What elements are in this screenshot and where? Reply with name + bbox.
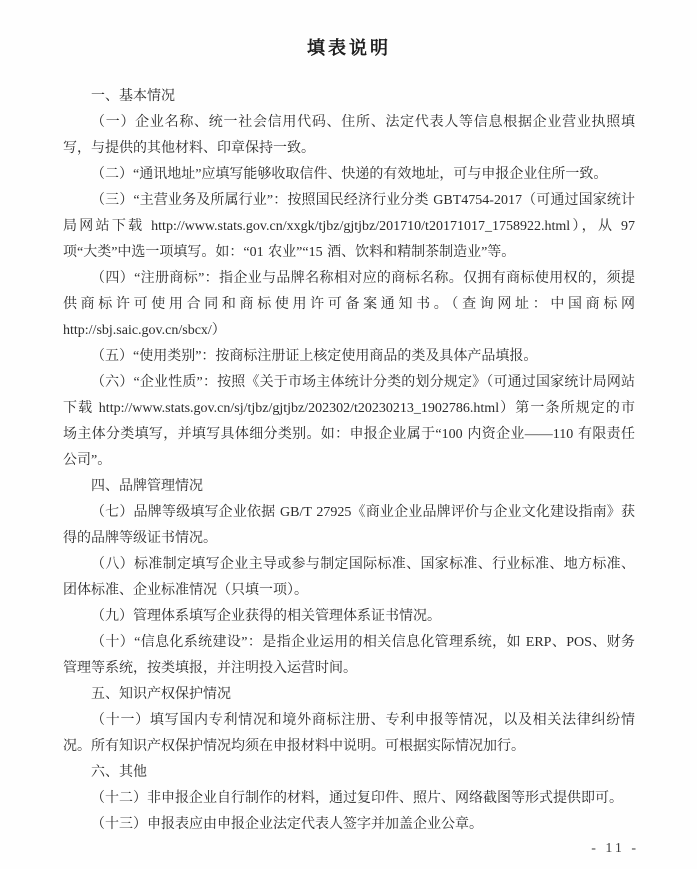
paragraph-item-6: （六）“企业性质”：按照《关于市场主体统计分类的划分规定》（可通过国家统计局网站下载 http://www.stats.gov.cn/sj/tjbz/gjtjbz/202302/t20230213_1902786.html）第一条所规定的市场主体分类填写，并填写具体细分类别。如：申报企业属于“100 内资企业——110 有限责任公司”。: [63, 375, 635, 468]
paragraph-item-5: （五）“使用类别”：按商标注册证上核定使用商品的类及具体产品填报。: [91, 349, 538, 364]
paragraph-item-1: （一）企业名称、统一社会信用代码、住所、法定代表人等信息根据企业营业执照填写，与提供的其他材料、印章保持一致。: [63, 115, 635, 156]
page-number: - 11 -: [591, 841, 639, 856]
paragraph-item-13: （十三）申报表应由申报企业法定代表人签字并加盖企业公章。: [91, 817, 483, 832]
section-heading-ip-protection: 五、知识产权保护情况: [91, 687, 231, 702]
paragraph-item-8: （八）标准制定填写企业主导或参与制定国际标准、国家标准、行业标准、地方标准、团体标准、企业标准情况（只填一项）。: [63, 557, 635, 598]
section-heading-brand-management: 四、品牌管理情况: [91, 479, 203, 494]
section-heading-basic-info: 一、基本情况: [91, 89, 175, 104]
paragraph-item-2: （二）“通讯地址”应填写能够收取信件、快递的有效地址，可与申报企业住所一致。: [91, 167, 608, 182]
section-heading-other: 六、其他: [91, 765, 147, 780]
paragraph-item-4: （四）“注册商标”：指企业与品牌名称相对应的商标名称。仅拥有商标使用权的，须提供商标许可使用合同和商标使用许可备案通知书。（查询网址：中国商标网 http://sbj.saic.gov.cn/sbcx/）: [63, 271, 635, 338]
document-content: [63, 84, 635, 838]
paragraph-item-7: （七）品牌等级填写企业依据 GB/T 27925《商业企业品牌评价与企业文化建设指南》获得的品牌等级证书情况。: [63, 505, 635, 546]
page-title: 填表说明: [307, 38, 391, 58]
paragraph-item-12: （十二）非申报企业自行制作的材料，通过复印件、照片、网络截图等形式提供即可。: [91, 791, 623, 806]
paragraph-item-11: （十一）填写国内专利情况和境外商标注册、专利申报等情况，以及相关法律纠纷情况。所有知识产权保护情况均须在申报材料中说明。可根据实际情况加行。: [63, 713, 635, 754]
paragraph-item-10: （十）“信息化系统建设”：是指企业运用的相关信息化管理系统，如 ERP、POS、财务管理等系统，按类填报，并注明投入运营时间。: [63, 635, 635, 676]
paragraph-item-3: （三）“主营业务及所属行业”：按照国民经济行业分类 GBT4754-2017（可通过国家统计局网站下载 http://www.stats.gov.cn/xxgk/tjbz/gjtjbz/201710/t20171017_1758922.html），从 97 项“大类”中选一项填写。如：“01 农业”“15 酒、饮料和精制茶制造业”等。: [63, 193, 635, 260]
paragraph-item-9: （九）管理体系填写企业获得的相关管理体系证书情况。: [91, 609, 441, 624]
